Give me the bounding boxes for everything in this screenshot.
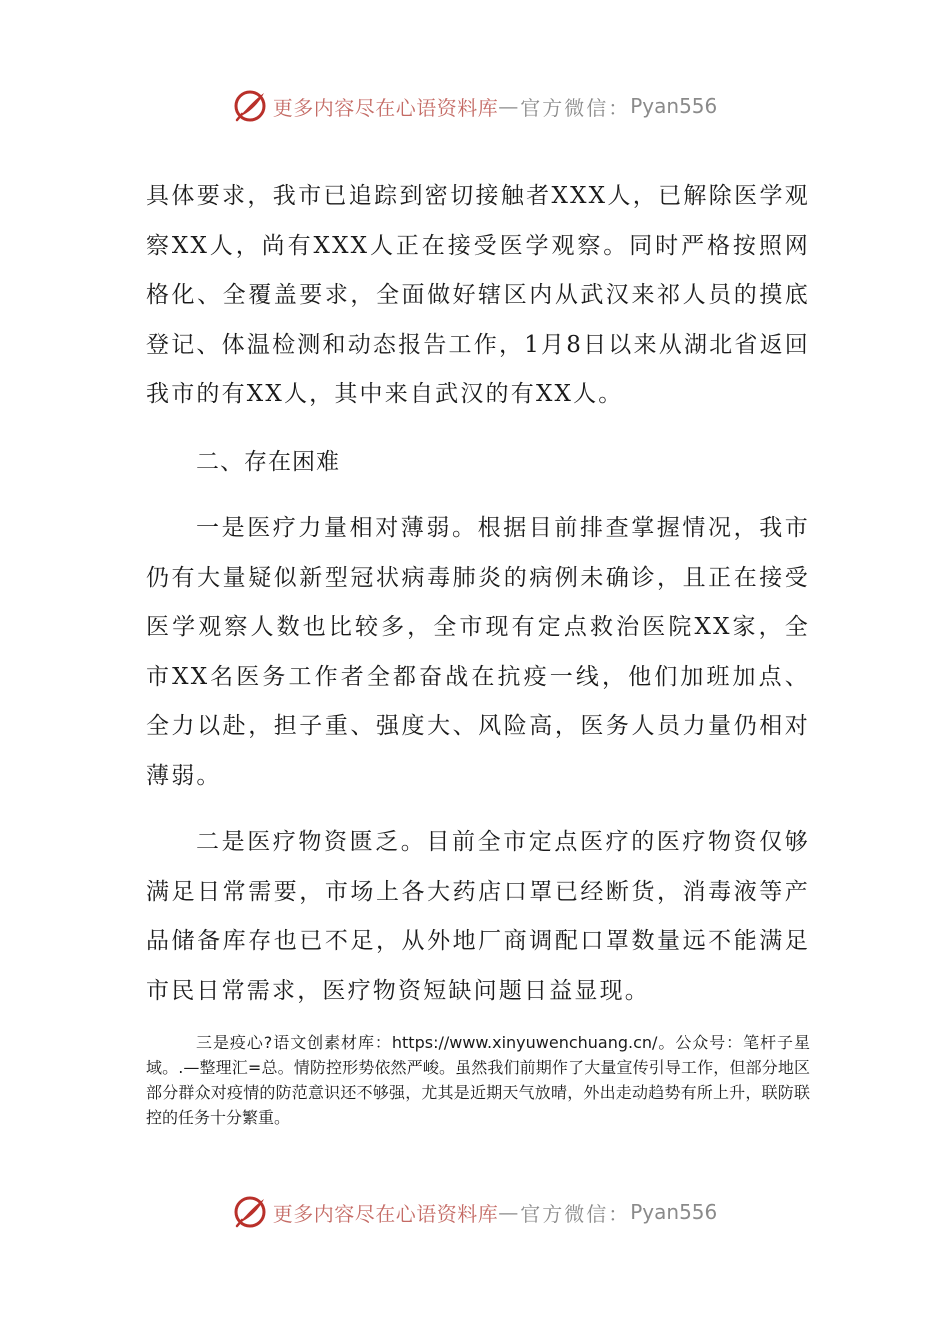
section-heading-2: 二、存在困难 [196, 449, 340, 475]
paragraph-4: 三是疫心?语文创素材库：https://www.xinyuwenchuang.cn/。公众号：笔杆子星域。.—整理汇=总。情防控形势依然严峻。虽然我们前期作了大量宣传引导工作，但部分地区部分群众对疫情的防范意识还不够强，尤其是近期天气放晴，外出走动趋势有所上升，联防联控的任务十分繁重。 [146, 1033, 810, 1127]
banner-wechat-label: 官方微信： [520, 1201, 631, 1226]
banner-wechat-id: Pyan556 [630, 94, 718, 118]
banner-site-text: 更多内容尽在心语资料库 [272, 95, 499, 120]
header-banner [0, 84, 950, 128]
banner-wechat-label: 官方微信： [520, 95, 631, 120]
banner-wechat-id: Pyan556 [630, 1200, 718, 1224]
banner-dash: — [498, 1200, 521, 1224]
paragraph-2: 一是医疗力量相对薄弱。根据目前排查掌握情况，我市仍有大量疑似新型冠状病毒肺炎的病例未确诊，且正在接受医学观察人数也比较多，全市现有定点救治医院XX家，全市XX名医务工作者全都奋战在抗疫一线，他们加班加点、全力以赴，担子重、强度大、风险高，医务人员力量仍相对薄弱。 [146, 515, 810, 789]
banner-dash: — [498, 94, 521, 118]
footer-banner [0, 1190, 950, 1234]
paragraph-3: 二是医疗物资匮乏。目前全市定点医疗的医疗物资仅够满足日常需要，市场上各大药店口罩已经断货，消毒液等产品储备库存也已不足，从外地厂商调配口罩数量远不能满足市民日常需求，医疗物资短缺问题日益显现。 [146, 829, 810, 1004]
banner-site-text: 更多内容尽在心语资料库 [272, 1201, 499, 1226]
paragraph-1: 具体要求，我市已追踪到密切接触者XXX人，已解除医学观察XX人，尚有XXX人正在接受医学观察。同时严格按照网格化、全覆盖要求，全面做好辖区内从武汉来祁人员的摸底登记、体温检测和动态报告工作，1月8日以来从湖北省返回我市的有XX人，其中来自武汉的有XX人。 [146, 183, 810, 408]
quill-pen-logo-icon [233, 1195, 267, 1229]
quill-pen-logo-icon [233, 89, 267, 123]
